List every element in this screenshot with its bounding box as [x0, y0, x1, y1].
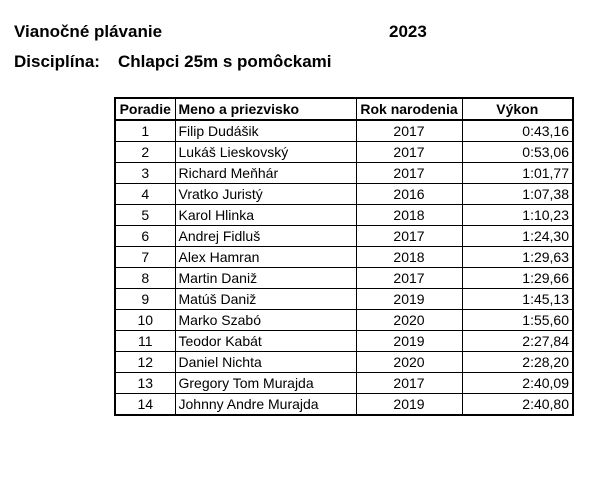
results-table [114, 97, 574, 416]
column-header-birth-year: Rok narodenia [356, 98, 462, 120]
time-cell: 1:24,30 [462, 226, 573, 247]
birth-year-cell: 2017 [356, 163, 462, 184]
name-cell: Teodor Kabát [175, 331, 356, 352]
name-cell: Marko Szabó [175, 310, 356, 331]
rank-cell: 4 [115, 184, 175, 205]
birth-year-cell: 2017 [356, 226, 462, 247]
time-cell: 1:07,38 [462, 184, 573, 205]
rank-cell: 12 [115, 352, 175, 373]
birth-year-cell: 2020 [356, 352, 462, 373]
page-title: Vianočné plávanie [14, 22, 163, 41]
name-cell: Matúš Daniž [175, 289, 356, 310]
time-cell: 2:40,80 [462, 394, 573, 416]
column-header-time: Výkon [462, 98, 573, 120]
name-cell: Karol Hlinka [175, 205, 356, 226]
table-row [115, 163, 573, 184]
birth-year-cell: 2017 [356, 120, 462, 142]
rank-cell: 2 [115, 142, 175, 163]
column-header-rank: Poradie [115, 98, 175, 120]
discipline-value: Chlapci 25m s pomôckami [118, 52, 332, 71]
rank-cell: 11 [115, 331, 175, 352]
table-row [115, 247, 573, 268]
birth-year-cell: 2019 [356, 394, 462, 416]
name-cell: Vratko Juristý [175, 184, 356, 205]
rank-cell: 10 [115, 310, 175, 331]
table-row [115, 310, 573, 331]
birth-year-cell: 2019 [356, 289, 462, 310]
birth-year-cell: 2017 [356, 142, 462, 163]
table-header-row [115, 98, 573, 120]
results-table-body [115, 120, 573, 415]
time-cell: 1:29,63 [462, 247, 573, 268]
table-row [115, 184, 573, 205]
rank-cell: 6 [115, 226, 175, 247]
time-cell: 1:10,23 [462, 205, 573, 226]
name-cell: Daniel Nichta [175, 352, 356, 373]
event-year: 2023 [389, 22, 427, 41]
time-cell: 2:40,09 [462, 373, 573, 394]
table-row [115, 120, 573, 142]
rank-cell: 14 [115, 394, 175, 416]
rank-cell: 9 [115, 289, 175, 310]
discipline-label: Disciplína: [14, 52, 100, 71]
birth-year-cell: 2017 [356, 373, 462, 394]
rank-cell: 8 [115, 268, 175, 289]
name-cell: Lukáš Lieskovský [175, 142, 356, 163]
name-cell: Martin Daniž [175, 268, 356, 289]
birth-year-cell: 2016 [356, 184, 462, 205]
name-cell: Richard Meňhár [175, 163, 356, 184]
table-row [115, 352, 573, 373]
name-cell: Alex Hamran [175, 247, 356, 268]
table-row [115, 142, 573, 163]
rank-cell: 13 [115, 373, 175, 394]
rank-cell: 3 [115, 163, 175, 184]
birth-year-cell: 2020 [356, 310, 462, 331]
name-cell: Filip Dudášik [175, 120, 356, 142]
time-cell: 0:53,06 [462, 142, 573, 163]
birth-year-cell: 2018 [356, 205, 462, 226]
table-row [115, 373, 573, 394]
column-header-name: Meno a priezvisko [175, 98, 356, 120]
time-cell: 1:55,60 [462, 310, 573, 331]
rank-cell: 5 [115, 205, 175, 226]
time-cell: 2:27,84 [462, 331, 573, 352]
name-cell: Johnny Andre Murajda [175, 394, 356, 416]
table-row [115, 226, 573, 247]
rank-cell: 1 [115, 120, 175, 142]
table-row [115, 331, 573, 352]
birth-year-cell: 2019 [356, 331, 462, 352]
rank-cell: 7 [115, 247, 175, 268]
table-row [115, 394, 573, 416]
time-cell: 2:28,20 [462, 352, 573, 373]
table-row [115, 289, 573, 310]
time-cell: 1:01,77 [462, 163, 573, 184]
time-cell: 1:29,66 [462, 268, 573, 289]
table-row [115, 268, 573, 289]
table-row [115, 205, 573, 226]
birth-year-cell: 2018 [356, 247, 462, 268]
name-cell: Andrej Fidluš [175, 226, 356, 247]
name-cell: Gregory Tom Murajda [175, 373, 356, 394]
time-cell: 0:43,16 [462, 120, 573, 142]
discipline-line [14, 52, 332, 72]
birth-year-cell: 2017 [356, 268, 462, 289]
time-cell: 1:45,13 [462, 289, 573, 310]
